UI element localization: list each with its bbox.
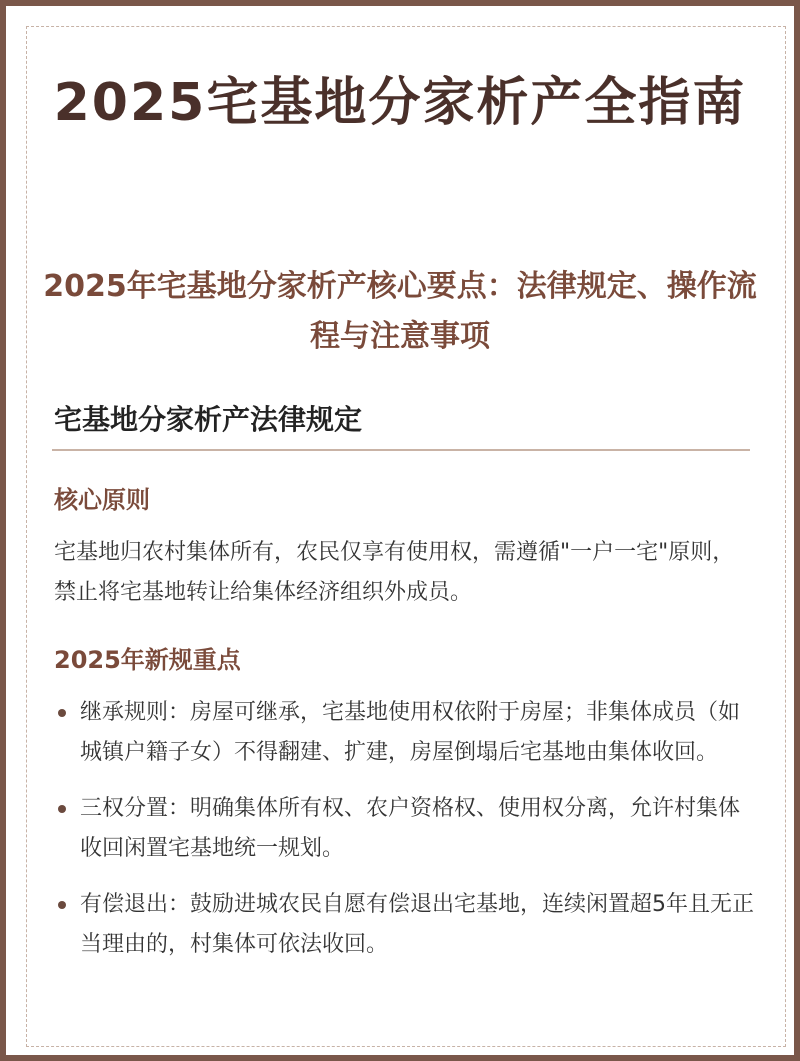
core-principle-text: 宅基地归农村集体所有，农民仅享有使用权，需遵循"一户一宅"原则，禁止将宅基地转让给集体经济组织外成员。 [54,540,735,605]
new-rules-list [54,693,754,981]
list-item [54,789,754,869]
core-principle-heading: 核心原则 [54,486,150,514]
new-rules-heading: 2025年新规重点 [54,646,241,674]
page-subtitle: 2025年宅基地分家析产核心要点：法律规定、操作流程与注意事项 [43,269,757,354]
bullet-icon [58,901,66,909]
bullet-icon [58,805,66,813]
bullet-icon [58,709,66,717]
list-item-text: 有偿退出：鼓励进城农民自愿有偿退出宅基地，连续闲置超5年且无正当理由的，村集体可依法收回。 [80,892,754,957]
page-title: 2025宅基地分家析产全指南 [53,73,747,133]
list-item [54,885,754,965]
list-item-text: 三权分置：明确集体所有权、农户资格权、使用权分离，允许村集体收回闲置宅基地统一规划。 [80,796,741,861]
list-item [54,693,754,773]
section-heading: 宅基地分家析产法律规定 [54,403,363,436]
section-divider [52,449,750,451]
list-item-text: 继承规则：房屋可继承，宅基地使用权依附于房屋；非集体成员（如城镇户籍子女）不得翻建、扩建，房屋倒塌后宅基地由集体收回。 [80,700,741,765]
